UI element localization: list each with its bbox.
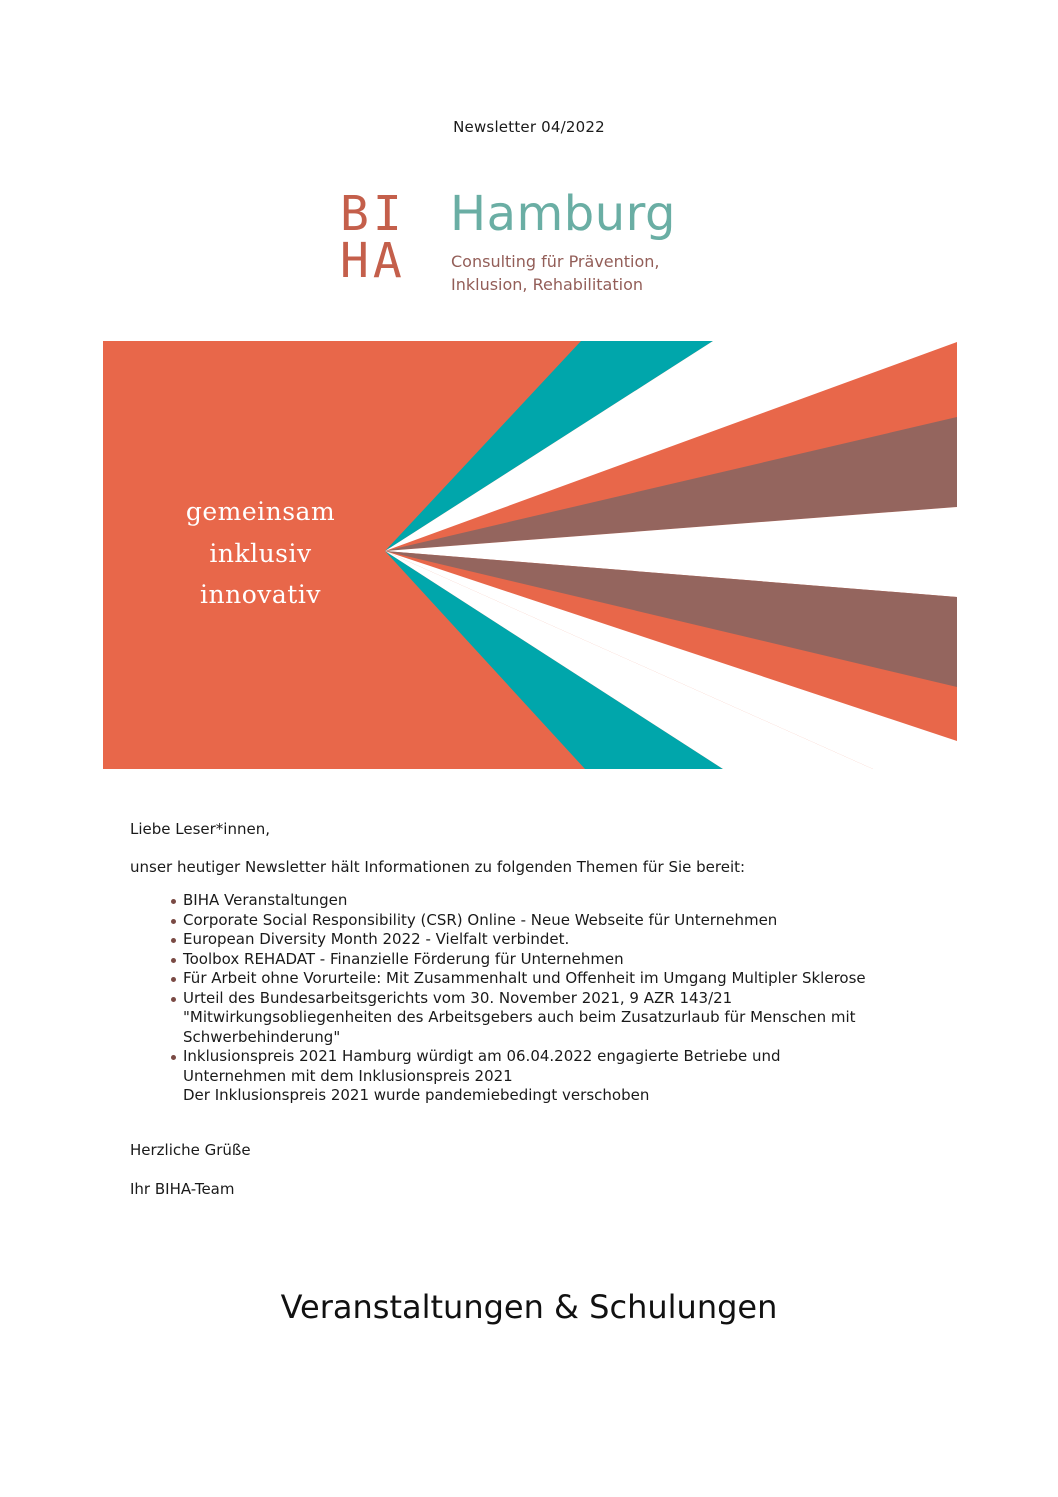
banner-motto [163, 491, 358, 616]
logo-city: Hamburg [450, 186, 677, 242]
newsletter-intro [130, 820, 940, 1106]
intro-lead: unser heutiger Newsletter hält Informationen zu folgenden Themen für Sie bereit: [130, 857, 746, 876]
newsletter-edition: Newsletter 04/2022 [453, 118, 605, 136]
topic-item [183, 969, 940, 989]
topic-line: European Diversity Month 2022 - Vielfalt verbindet. [183, 930, 570, 948]
logo-tagline [451, 250, 660, 296]
topic-item [183, 950, 940, 970]
topic-line: Schwerbehinderung" [183, 1027, 341, 1046]
topic-line: BIHA Veranstaltungen [183, 891, 348, 909]
topic-item [183, 911, 940, 931]
topic-item [183, 989, 940, 1048]
motto-line-3: innovativ [200, 580, 321, 609]
topic-line: Corporate Social Responsibility (CSR) Online - Neue Webseite für Unternehmen [183, 910, 778, 929]
topic-line: Unternehmen mit dem Inklusionspreis 2021 [183, 1066, 513, 1085]
logo-mark-line-1: BI [340, 186, 406, 242]
section-heading: Veranstaltungen & Schulungen [280, 1288, 778, 1326]
topic-line: Inklusionspreis 2021 Hamburg würdigt am 06.04.2022 engagierte Betriebe und [183, 1047, 781, 1065]
newsletter-closing [130, 1141, 251, 1219]
topic-line: "Mitwirkungsobliegenheiten des Arbeitsgebers auch beim Zusatzurlaub für Menschen mit [183, 1008, 856, 1026]
topics-list [130, 891, 940, 1106]
topic-item [183, 1047, 940, 1106]
logo-mark [340, 186, 440, 289]
logo-tagline-line-1: Consulting für Prävention, [451, 252, 660, 271]
motto-line-2: inklusiv [209, 538, 312, 568]
biha-hamburg-logo [340, 186, 730, 300]
logo-mark-line-2: HA [340, 233, 406, 289]
salutation: Liebe Leser*innen, [130, 820, 270, 838]
topic-item [183, 930, 940, 950]
topic-line: Toolbox REHADAT - Finanzielle Förderung für Unternehmen [183, 949, 624, 968]
topic-line: Urteil des Bundesarbeitsgerichts vom 30. November 2021, 9 AZR 143/21 [183, 988, 733, 1007]
hero-banner [103, 341, 957, 769]
topic-line: Für Arbeit ohne Vorurteile: Mit Zusammenhalt und Offenheit im Umgang Multipler Sklerose [183, 969, 866, 987]
logo-tagline-line-2: Inklusion, Rehabilitation [451, 275, 643, 294]
motto-line-1: gemeinsam [185, 497, 336, 526]
closing-signature: Ihr BIHA-Team [130, 1180, 235, 1198]
closing-regards: Herzliche Grüße [130, 1141, 251, 1159]
topic-item [183, 891, 940, 911]
topic-line: Der Inklusionspreis 2021 wurde pandemiebedingt verschoben [183, 1086, 650, 1104]
